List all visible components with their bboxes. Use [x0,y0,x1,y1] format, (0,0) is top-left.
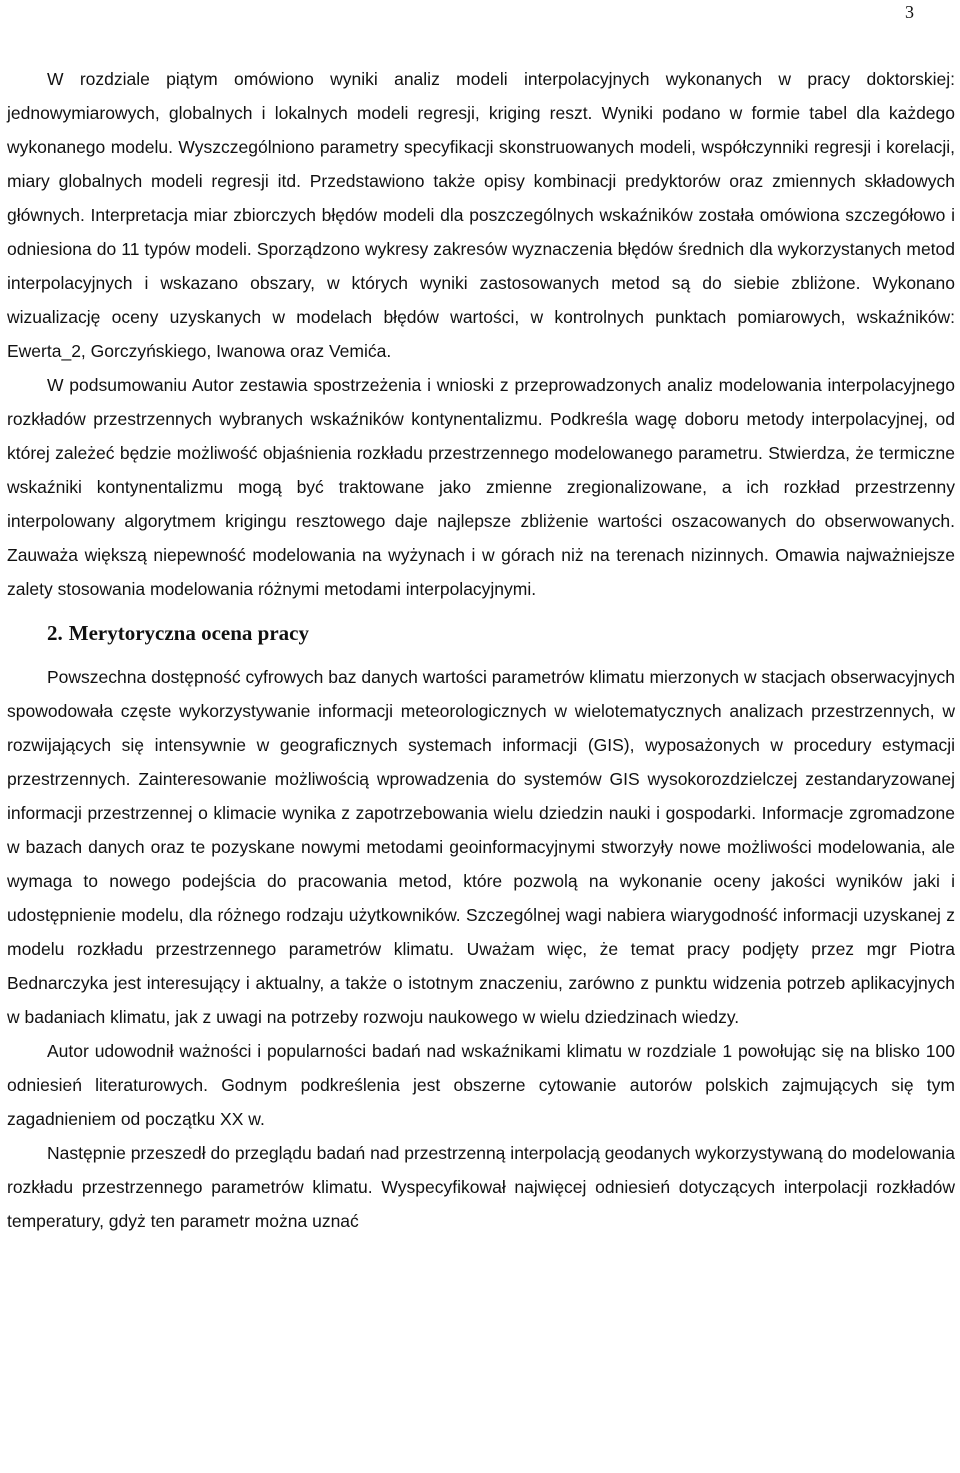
paragraph-assessment-intro: Powszechna dostępność cyfrowych baz danych wartości parametrów klimatu mierzonych w stacjach obserwacyjnych spowodowała częste wykorzystywanie informacji meteorologicznych w wielotematycznych analizach przestrzennych, w rozwijających się intensywnie w geograficznych systemach informacji (GIS), wyposażonych w procedury estymacji przestrzennych. Zainteresowanie możliwością wprowadzenia do systemów GIS wysokorozdzielczej zestandaryzowanej informacji przestrzennej o klimacie wynika z zapotrzebowania wielu dziedzin nauki i gospodarki. Informacje zgromadzone w bazach danych oraz te pozyskane nowymi metodami geoinformacyjnymi stworzyły nowe możliwości modelowania, ale wymaga to nowego podejścia do pracowania metod, które pozwolą na wykonanie oceny jakości wyników jaki i udostępnienie modelu, dla różnego rodzaju użytkowników. Szczególnej wagi nabiera wiarygodność informacji uzyskanej z modelu rozkładu przestrzennego parametrów klimatu. Uważam więc, że temat pracy podjęty przez mgr Piotra Bednarczyka jest interesujący i aktualny, a także o istotnym znaczeniu, zarówno z punktu widzenia potrzeb aplikacyjnych w badaniach klimatu, jak z uwagi na potrzeby rozwoju naukowego w wielu dziedzinach wiedzy. [7,667,955,1027]
document-body [7,62,955,1238]
paragraph-literature-review: Autor udowodnił ważności i popularności badań nad wskaźnikami klimatu w rozdziale 1 powołując się na blisko 100 odniesień literaturowych. Godnym podkreślenia jest obszerne cytowanie autorów polskich zajmujących się tym zagadnieniem od początku XX w. [7,1041,955,1129]
section-number: 2. [47,621,63,645]
paragraph-conclusions-summary: W podsumowaniu Autor zestawia spostrzeżenia i wnioski z przeprowadzonych analiz modelowania interpolacyjnego rozkładów przestrzennych wybranych wskaźników kontynentalizmu. Podkreśla wagę doboru metody interpolacyjnej, od której zależeć będzie możliwość objaśnienia rozkładu przestrzennego modelowanego parametru. Stwierdza, że termiczne wskaźniki kontynentalizmu mogą być traktowane jako zmienne zregionalizowane, a ich rozkład przestrzenny interpolowany algorytmem krigingu resztowego daje najlepsze zbliżenie wartości oszacowanych do obserwowanych. Zauważa większą niepewność modelowania na wyżynach i w górach niż na terenach nizinnych. Omawia najważniejsze zalety stosowania modelowania różnymi metodami interpolacyjnymi. [7,375,955,599]
section-title: Merytoryczna ocena pracy [68,621,309,645]
section-heading [7,606,955,660]
page-number: 3 [905,2,914,22]
paragraph-chapter-five-summary: W rozdziale piątym omówiono wyniki analiz modeli interpolacyjnych wykonanych w pracy doktorskiej: jednowymiarowych, globalnych i lokalnych modeli regresji, kriging reszt. Wyniki podano w formie tabel dla każdego wykonanego modelu. Wyszczególniono parametry specyfikacji skonstruowanych modeli, współczynniki regresji i korelacji, miary globalnych modeli regresji itd. Przedstawiono także opisy kombinacji predyktorów oraz zmiennych składowych głównych. Interpretacja miar zbiorczych błędów modeli dla poszczególnych wskaźników została omówiona szczegółowo i odniesiona do 11 typów modeli. Sporządzono wykresy zakresów wyznaczenia błędów średnich dla wykorzystanych metod interpolacyjnych i wskazano obszary, w których wyniki zastosowanych metod są do siebie zbliżone. Wykonano wizualizację oceny uzyskanych w modelach błędów wartości, w kontrolnych punktach pomiarowych, wskaźników: Ewerta_2, Gorczyńskiego, Iwanowa oraz Vemića. [7,69,955,361]
paragraph-interpolation-review: Następnie przeszedł do przeglądu badań nad przestrzenną interpolacją geodanych wykorzystywaną do modelowania rozkładu przestrzennego parametrów klimatu. Wyspecyfikował najwięcej odniesień dotyczących interpolacji rozkładów temperatury, gdyż ten parametr można uznać [7,1143,955,1231]
